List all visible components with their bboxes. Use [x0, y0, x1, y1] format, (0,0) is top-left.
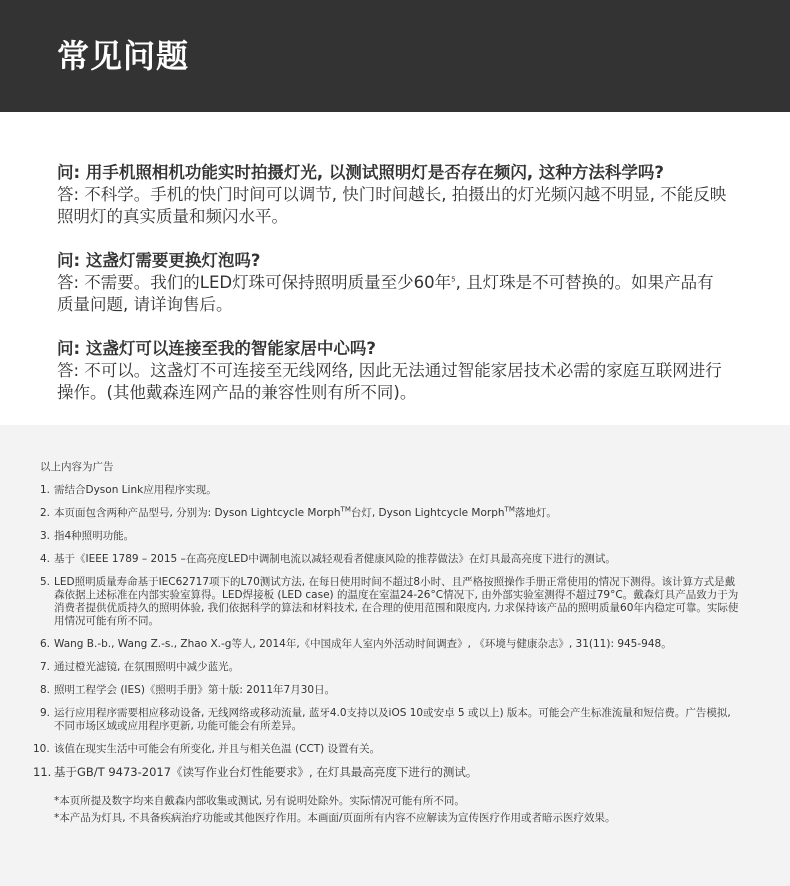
faq-section — [0, 112, 790, 425]
footnote-item — [40, 638, 740, 651]
disclaimers — [40, 795, 740, 825]
footnote-text: LED照明质量寿命基于IEC62717项下的L70测试方法, 在每日使用时间不超过8小时、且严格按照操作手册正常使用的情况下测得。该计算方式是戴森依据上述标准在内部实验室算得。LED焊接板 (LED case) 的温度在室温24-26°C情况下, 由外部实验室测得不超过79°C。戴森灯具产品致力于为消费者提供优质持久的照明体验, 我们依据科学的算法和材料技术, 在合理的使用范围和限度内, 力求保持该产品的照明质量60年内稳定可靠。实际使用情况可能有所不同。 — [54, 576, 739, 627]
trademark-mark: TM — [504, 505, 515, 514]
footnote-list — [33, 484, 740, 779]
footnote-text: 该值在现实生活中可能会有所变化, 并且与相关色温 (CCT) 设置有关。 — [54, 743, 381, 755]
faq-question: 问: 用手机照相机功能实时拍摄灯光, 以测试照明灯是否存在频闪, 这种方法科学吗? — [57, 163, 664, 182]
footnote-item — [40, 661, 740, 674]
footnote-text: 指4种照明功能。 — [54, 530, 135, 542]
footnote-item — [40, 553, 740, 566]
footnotes-section — [0, 425, 790, 886]
footnote-item — [40, 530, 740, 543]
page-header — [0, 0, 790, 112]
footnote-text: 通过橙光滤镜, 在氛围照明中减少蓝光。 — [54, 661, 240, 673]
footnote-number: 7. — [40, 661, 51, 673]
footnote-item — [40, 707, 740, 733]
footnote-text: 运行应用程序需要相应移动设备, 无线网络或移动流量, 蓝牙4.0支持以及iOS 10或安卓 5 或以上) 版本。可能会产生标准流量和短信费。广告模拟, 不同市场区域或应用程序更新, 功能可能会有所差异。 — [54, 707, 731, 732]
faq-question: 问: 这盏灯可以连接至我的智能家居中心吗? — [57, 339, 376, 358]
footnote-item — [33, 765, 740, 779]
footnote-ref: 5 — [451, 275, 456, 284]
footnote-text: 基于《IEEE 1789 – 2015 –在高亮度LED中调制电流以减轻观看者健康风险的推荐做法》在灯具最高亮度下进行的测试。 — [54, 553, 616, 565]
footnote-number: 5. — [40, 576, 51, 588]
faq-answer: 答: 不科学。手机的快门时间可以调节, 快门时间越长, 拍摄出的灯光频闪越不明显, 不能反映照明灯的真实质量和频闪水平。 — [57, 185, 727, 226]
footnote-item — [40, 576, 740, 628]
footnote-text: 照明工程学会 (IES)《照明手册》第十版: 2011年7月30日。 — [54, 684, 336, 696]
footnote-number: 8. — [40, 684, 51, 696]
footnote-number: 9. — [40, 707, 51, 719]
faq-answer-part: , 且灯珠是不可替换的。如果产品有质量问题, 请详询售后。 — [57, 273, 714, 314]
disclaimer-text: *本产品为灯具, 不具备疾病治疗功能或其他医疗作用。本画面/页面所有内容不应解读为宣传医疗作用或者暗示医疗效果。 — [54, 812, 616, 824]
footnote-number: 3. — [40, 530, 51, 542]
faq-answer-part: 答: 不需要。我们的LED灯珠可保持照明质量至少60年 — [57, 273, 452, 292]
footnote-text: 台灯, Dyson Lightcycle Morph — [350, 507, 505, 519]
footnote-number: 4. — [40, 553, 51, 565]
faq-item-smart-home — [57, 338, 730, 404]
faq-item-bulb — [57, 250, 730, 316]
footnote-text: 本页面包含两种产品型号, 分别为: Dyson Lightcycle Morph — [54, 507, 341, 519]
disclaimer-text: *本页所提及数字均来自戴森内部收集或测试, 另有说明处除外。实际情况可能有所不同。 — [54, 795, 465, 807]
footnote-number: 1. — [40, 484, 51, 496]
footnote-number: 10. — [33, 743, 50, 755]
footnote-number: 2. — [40, 507, 51, 519]
footnote-text: 需结合Dyson Link应用程序实现。 — [54, 484, 217, 496]
footnote-item — [40, 507, 740, 520]
faq-question: 问: 这盏灯需要更换灯泡吗? — [57, 251, 261, 270]
footnote-item — [40, 484, 740, 497]
footnote-text: 落地灯。 — [514, 507, 557, 519]
footnote-text: 基于GB/T 9473-2017《读写作业台灯性能要求》, 在灯具最高亮度下进行的测试。 — [54, 765, 478, 779]
trademark-mark: TM — [340, 505, 351, 514]
footnote-text: Wang B.-b., Wang Z.-s., Zhao X.-g等人, 2014年,《中国成年人室内外活动时间调查》, 《环境与健康杂志》, 31(11): 945-948。 — [54, 638, 672, 650]
page-title: 常见问题 — [57, 37, 190, 75]
footnote-number: 6. — [40, 638, 51, 650]
footnote-number: 11. — [33, 765, 52, 779]
faq-answer: 答: 不可以。这盏灯不可连接至无线网络, 因此无法通过智能家居技术必需的家庭互联网进行操作。(其他戴森连网产品的兼容性则有所不同)。 — [57, 361, 722, 402]
faq-item-flicker — [57, 162, 730, 228]
footnote-item — [33, 743, 740, 756]
footnote-item — [40, 684, 740, 697]
ad-notice: 以上内容为广告 — [40, 461, 114, 473]
faq-answer — [57, 272, 730, 316]
